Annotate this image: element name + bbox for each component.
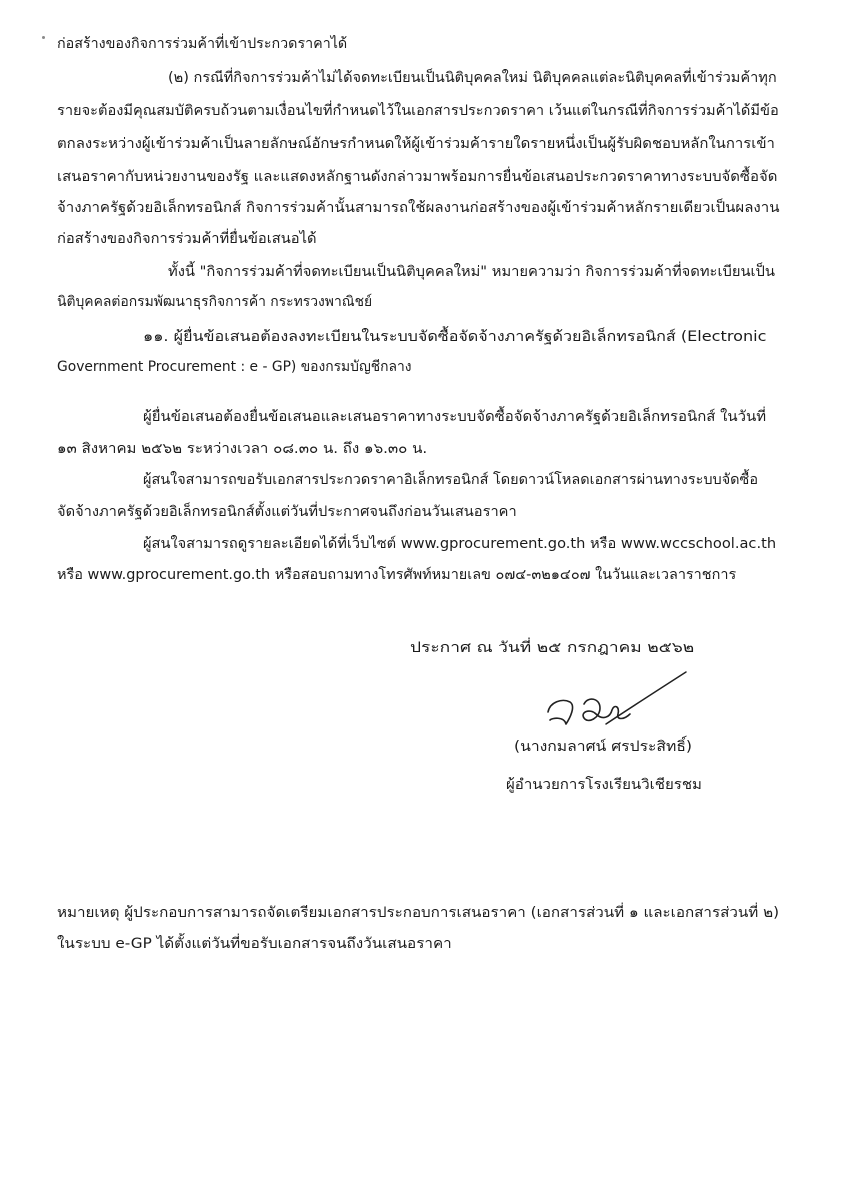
body-line: รายจะต้องมีคุณสมบัติครบถ้วนตามเงื่อนไขที่กำหนดไว้ในเอกสารประกวดราคา เว้นแต่ในกรณีที่กิจการร่วมค้าได้มีข้อ	[57, 103, 779, 119]
body-line: ๑๑. ผู้ยื่นข้อเสนอต้องลงทะเบียนในระบบจัดซื้อจัดจ้างภาครัฐด้วยอิเล็กทรอนิกส์ (Electronic	[143, 329, 767, 345]
body-line: (๒) กรณีที่กิจการร่วมค้าไม่ได้จดทะเบียนเป็นนิติบุคคลใหม่ นิติบุคคลแต่ละนิติบุคคลที่เข้าร่วมค้าทุก	[168, 70, 777, 86]
body-line: ก่อสร้างของกิจการร่วมค้าที่ยื่นข้อเสนอได้	[57, 231, 317, 247]
scan-speck	[42, 36, 45, 39]
signatory-name: (นางกมลาศน์ ศรประสิทธิ์)	[514, 739, 693, 755]
body-line: จ้างภาครัฐด้วยอิเล็กทรอนิกส์ กิจการร่วมค้านั้นสามารถใช้ผลงานก่อสร้างของผู้เข้าร่วมค้าหลักรายเดียวเป็นผลงาน	[57, 200, 780, 216]
body-line: ผู้ยื่นข้อเสนอต้องยื่นข้อเสนอและเสนอราคาทางระบบจัดซื้อจัดจ้างภาครัฐด้วยอิเล็กทรอนิกส์ ในวันที่	[143, 409, 767, 425]
remark-line: ในระบบ e-GP ได้ตั้งแต่วันที่ขอรับเอกสารจนถึงวันเสนอราคา	[57, 936, 452, 952]
body-line: ผู้สนใจสามารถดูรายละเอียดได้ที่เว็บไซต์ www.gprocurement.go.th หรือ www.wccschool.ac.th	[143, 536, 777, 552]
remark-line: หมายเหตุ ผู้ประกอบการสามารถจัดเตรียมเอกสารประกอบการเสนอราคา (เอกสารส่วนที่ ๑ และเอกสารส่วนที่ ๒)	[57, 905, 780, 921]
signatory-title: ผู้อำนวยการโรงเรียนวิเชียรชม	[506, 777, 702, 793]
signature	[540, 668, 700, 738]
announcement-date: ประกาศ ณ วันที่ ๒๕ กรกฎาคม ๒๕๖๒	[410, 640, 695, 656]
body-line: เสนอราคากับหน่วยงานของรัฐ และแสดงหลักฐานดังกล่าวมาพร้อมการยื่นข้อเสนอประกวดราคาทางระบบจัดซื้อจัด	[57, 169, 778, 185]
body-line: ทั้งนี้ "กิจการร่วมค้าที่จดทะเบียนเป็นนิติบุคคลใหม่" หมายความว่า กิจการร่วมค้าที่จดทะเบียนเป็น	[168, 264, 775, 280]
body-line: Government Procurement : e - GP) ของกรมบัญชีกลาง	[57, 359, 412, 375]
body-line: หรือ www.gprocurement.go.th หรือสอบถามทางโทรศัพท์หมายเลข ๐๗๔-๓๒๑๔๐๗ ในวันและเวลาราชการ	[57, 567, 737, 583]
body-line: ผู้สนใจสามารถขอรับเอกสารประกวดราคาอิเล็กทรอนิกส์ โดยดาวน์โหลดเอกสารผ่านทางระบบจัดซื้อ	[143, 472, 759, 488]
body-line: ๑๓ สิงหาคม ๒๕๖๒ ระหว่างเวลา ๐๘.๓๐ น. ถึง ๑๖.๓๐ น.	[57, 441, 428, 457]
body-line: ก่อสร้างของกิจการร่วมค้าที่เข้าประกวดราคาได้	[57, 36, 348, 52]
body-line: นิติบุคคลต่อกรมพัฒนาธุรกิจการค้า กระทรวงพาณิชย์	[57, 294, 373, 310]
body-line: จัดจ้างภาครัฐด้วยอิเล็กทรอนิกส์ตั้งแต่วันที่ประกาศจนถึงก่อนวันเสนอราคา	[57, 504, 517, 520]
body-line: ตกลงระหว่างผู้เข้าร่วมค้าเป็นลายลักษณ์อักษรกำหนดให้ผู้เข้าร่วมค้ารายใดรายหนึ่งเป็นผู้รับผิดชอบหลักในการเข้า	[57, 136, 775, 152]
